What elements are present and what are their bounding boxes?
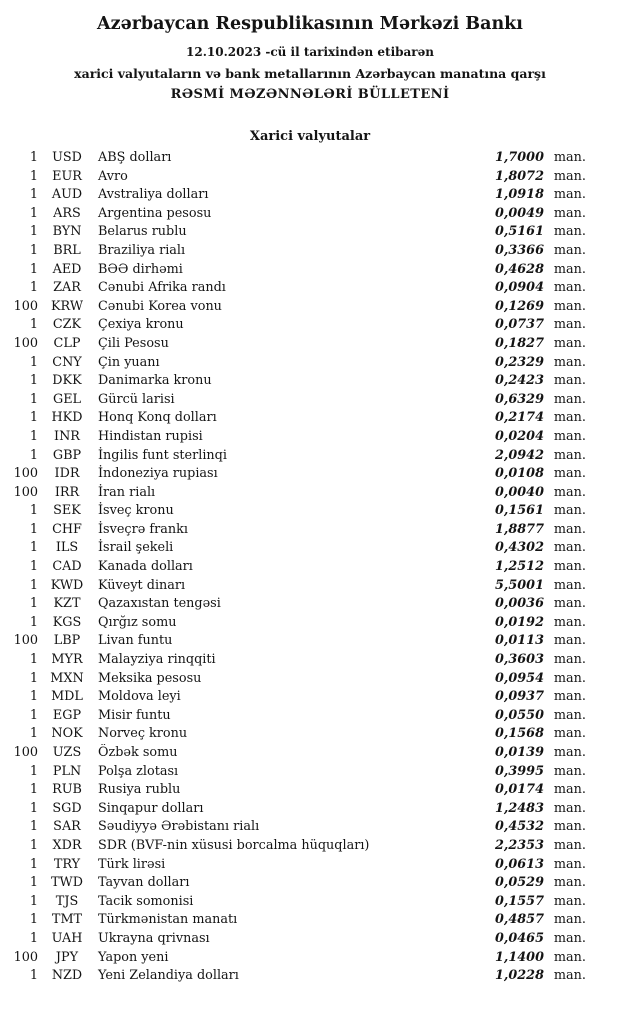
rate-row [0,949,620,968]
unit-label: man. [553,633,586,649]
currency-code: GEL [52,391,82,407]
currency-name: Moldova leyi [98,689,181,705]
unit-label: man. [553,652,586,668]
bulletin-header [0,14,620,102]
currency-name: Kanada dolları [98,559,193,575]
currency-quantity: 1 [29,670,38,686]
currency-name: Norveç kronu [98,726,188,742]
currency-quantity: 1 [29,280,38,296]
rate-value: 0,1827 [495,335,544,351]
currency-quantity: 100 [13,298,38,314]
currency-code: USD [52,150,82,165]
currency-name: Gürcü larisi [98,391,175,407]
rate-value: 0,1568 [495,726,544,742]
rate-row [0,595,620,614]
rate-value: 0,6329 [495,391,544,407]
unit-label: man. [553,168,586,184]
rate-row [0,465,620,484]
rate-row [0,428,620,447]
rate-row [0,893,620,912]
unit-label: man. [553,745,586,760]
rates-table [0,149,620,986]
currency-code: UZS [52,745,82,760]
rate-row [0,763,620,782]
unit-label: man. [553,893,586,909]
currency-code: EGP [52,707,82,723]
currency-code: NZD [51,968,83,984]
unit-label: man. [553,856,586,872]
unit-label: man. [553,187,586,203]
unit-label: man. [553,670,586,686]
currency-quantity: 1 [29,707,38,723]
currency-name: Hindistan rupisi [98,428,203,444]
rate-value: 0,0108 [495,466,544,482]
rate-row [0,279,620,298]
currency-code: TWD [51,875,83,891]
currency-code: GBP [52,447,82,463]
rate-value: 0,4532 [495,819,544,835]
rate-value: 0,0139 [495,745,544,760]
currency-code: JPY [55,949,79,965]
currency-name: Çexiya kronu [98,317,184,333]
currency-quantity: 100 [13,335,38,351]
currency-code: RUB [52,782,82,798]
currency-quantity: 1 [29,447,38,463]
currency-quantity: 1 [29,782,38,798]
rate-row [0,168,620,187]
section-title-foreign-currencies: Xarici valyutalar [249,129,371,144]
currency-code: SGD [52,800,82,816]
unit-label: man. [553,410,586,426]
rate-row [0,818,620,837]
currency-quantity: 1 [29,373,38,389]
rate-row [0,539,620,558]
currency-code: CZK [52,317,82,333]
currency-name: Braziliya rialı [98,242,186,258]
currency-quantity: 1 [29,168,38,184]
currency-quantity: 1 [29,354,38,370]
unit-label: man. [553,521,586,537]
currency-code: BRL [53,242,81,258]
currency-name: Malayziya rinqqiti [98,652,216,668]
currency-code: LBP [53,633,81,649]
unit-label: man. [553,261,586,277]
currency-quantity: 1 [29,242,38,258]
currency-code: KWD [50,577,84,593]
currency-name: Meksika pesosu [98,670,202,686]
currency-name: İran rialı [98,484,156,500]
currency-code: EUR [52,168,82,184]
subject-line: xarici valyutaların və bank metallarının Azərbaycan manatına qarşı [74,66,546,81]
currency-code: CAD [52,559,82,575]
unit-label: man. [553,373,586,389]
currency-code: KZT [53,596,81,612]
unit-label: man. [553,689,586,705]
rate-row [0,186,620,205]
currency-name: İngilis funt sterlinqi [98,447,227,463]
rate-value: 0,0550 [495,707,544,723]
currency-quantity: 1 [29,726,38,742]
rate-row [0,261,620,280]
unit-label: man. [553,559,586,575]
currency-name: Honq Konq dolları [98,410,217,426]
currency-quantity: 1 [29,150,38,165]
unit-label: man. [553,577,586,593]
currency-code: SEK [53,503,81,519]
rate-value: 2,0942 [495,447,544,463]
rate-value: 1,8877 [495,521,544,537]
currency-code: AED [52,261,82,277]
currency-code: CHF [52,521,82,537]
rate-row [0,558,620,577]
currency-quantity: 1 [29,968,38,984]
unit-label: man. [553,391,586,407]
rate-row [0,335,620,354]
currency-quantity: 1 [29,893,38,909]
currency-name: Türk lirəsi [98,856,166,872]
currency-quantity: 1 [29,410,38,426]
rate-value: 0,2329 [495,354,544,370]
rate-row [0,930,620,949]
currency-name: BƏƏ dirhəmi [98,261,183,277]
rate-value: 0,1561 [495,503,544,519]
unit-label: man. [553,949,586,965]
currency-quantity: 1 [29,763,38,779]
effective-date-line: 12.10.2023 -cü il tarixindən etibarən [186,45,434,59]
rate-row [0,298,620,317]
currency-code: ZAR [53,280,81,296]
currency-quantity: 100 [13,484,38,500]
currency-code: CLP [53,335,81,351]
rate-value: 0,0192 [495,614,544,630]
rate-row [0,242,620,261]
rate-row [0,391,620,410]
rate-row [0,688,620,707]
rate-value: 0,0113 [495,633,544,649]
currency-quantity: 1 [29,317,38,333]
currency-quantity: 1 [29,652,38,668]
unit-label: man. [553,782,586,798]
currency-quantity: 1 [29,912,38,928]
currency-quantity: 1 [29,261,38,277]
currency-quantity: 1 [29,819,38,835]
rate-value: 0,0737 [495,317,544,333]
currency-name: Livan funtu [98,633,173,649]
unit-label: man. [553,335,586,351]
rate-row [0,800,620,819]
unit-label: man. [553,242,586,258]
currency-quantity: 1 [29,856,38,872]
currency-code: BYN [52,224,82,240]
rate-row [0,967,620,986]
unit-label: man. [553,428,586,444]
rate-value: 1,2512 [495,559,544,575]
unit-label: man. [553,280,586,296]
currency-code: HKD [51,410,83,426]
rate-row [0,502,620,521]
rate-row [0,632,620,651]
currency-quantity: 1 [29,521,38,537]
currency-quantity: 1 [29,875,38,891]
currency-quantity: 100 [13,745,38,760]
rate-row [0,409,620,428]
currency-quantity: 1 [29,559,38,575]
rate-value: 0,5161 [495,224,544,240]
currency-code: AUD [51,187,83,203]
currency-quantity: 1 [29,577,38,593]
currency-code: IRR [54,484,80,500]
currency-code: PLN [52,763,82,779]
currency-name: Cənubi Korea vonu [98,298,222,314]
currency-code: SAR [53,819,81,835]
rate-value: 0,0937 [495,689,544,705]
currency-name: Yeni Zelandiya dolları [98,968,239,984]
rate-value: 0,0174 [495,782,544,798]
currency-quantity: 1 [29,540,38,556]
currency-name: İndoneziya rupiası [98,466,218,482]
unit-label: man. [553,466,586,482]
currency-code: CNY [52,354,82,370]
unit-label: man. [553,596,586,612]
currency-code: KGS [52,614,82,630]
rate-row [0,874,620,893]
rate-value: 0,3995 [495,763,544,779]
unit-label: man. [553,205,586,221]
rate-row [0,205,620,224]
currency-quantity: 1 [29,930,38,946]
bulletin-title: RƏSMİ MƏZƏNNƏLƏRİ BÜLLETENİ [170,87,450,102]
currency-name: Türkmənistan manatı [98,912,238,928]
unit-label: man. [553,912,586,928]
currency-name: Rusiya rublu [98,782,181,798]
rate-value: 0,4857 [495,912,544,928]
rate-value: 0,0529 [495,875,544,891]
rate-value: 0,0040 [495,484,544,500]
currency-name: Tayvan dolları [98,875,190,891]
rate-row [0,837,620,856]
currency-quantity: 1 [29,596,38,612]
currency-code: TJS [55,893,79,909]
unit-label: man. [553,837,586,853]
rate-row [0,707,620,726]
currency-quantity: 1 [29,205,38,221]
unit-label: man. [553,224,586,240]
currency-quantity: 1 [29,800,38,816]
rate-value: 0,3366 [495,242,544,258]
rate-value: 0,2174 [495,410,544,426]
unit-label: man. [553,968,586,984]
rate-row [0,223,620,242]
currency-name: Ukrayna qrivnası [98,930,210,946]
currency-name: Çili Pesosu [98,335,169,351]
rate-value: 0,4628 [495,261,544,277]
currency-name: İsveç kronu [98,503,174,519]
rate-row [0,614,620,633]
unit-label: man. [553,484,586,500]
currency-name: Sinqapur dolları [98,800,204,816]
rate-value: 5,5001 [495,577,544,593]
currency-code: KRW [50,298,84,314]
currency-code: UAH [51,930,83,946]
currency-name: Çin yuanı [98,354,160,370]
currency-quantity: 1 [29,503,38,519]
rate-value: 1,8072 [495,168,544,184]
currency-quantity: 100 [13,949,38,965]
unit-label: man. [553,540,586,556]
unit-label: man. [553,875,586,891]
rate-row [0,447,620,466]
currency-code: TRY [53,856,81,872]
rate-value: 0,0904 [495,280,544,296]
rate-row [0,354,620,373]
unit-label: man. [553,503,586,519]
currency-quantity: 1 [29,428,38,444]
rate-value: 1,7000 [495,150,544,165]
rate-value: 0,1269 [495,298,544,314]
rate-row [0,651,620,670]
unit-label: man. [553,800,586,816]
unit-label: man. [553,447,586,463]
unit-label: man. [553,726,586,742]
currency-name: Yapon yeni [98,949,169,965]
currency-name: İsveçrə frankı [98,521,188,537]
unit-label: man. [553,150,586,165]
currency-code: INR [54,428,80,444]
rate-row [0,521,620,540]
currency-name: Küveyt dinarı [98,577,186,593]
currency-code: XDR [52,837,82,853]
rate-value: 0,0049 [495,205,544,221]
rate-row [0,670,620,689]
rate-value: 0,1557 [495,893,544,909]
currency-name: Səudiyyə Ərəbistanı rialı [98,819,260,835]
currency-code: MDL [51,689,83,705]
currency-quantity: 1 [29,837,38,853]
bank-title: Azərbaycan Respublikasının Mərkəzi Bankı [97,14,523,34]
unit-label: man. [553,354,586,370]
rate-value: 0,0036 [495,596,544,612]
rate-value: 0,4302 [495,540,544,556]
currency-quantity: 1 [29,187,38,203]
currency-code: DKK [52,373,82,389]
rate-value: 0,0613 [495,856,544,872]
unit-label: man. [553,614,586,630]
rate-value: 0,2423 [495,373,544,389]
currency-name: Qırğız somu [98,614,177,630]
currency-quantity: 100 [13,466,38,482]
currency-code: NOK [51,726,83,742]
rate-row [0,316,620,335]
currency-quantity: 1 [29,689,38,705]
unit-label: man. [553,298,586,314]
currency-code: TMT [51,912,83,928]
currency-name: Argentina pesosu [98,205,212,221]
rate-value: 1,2483 [495,800,544,816]
rate-value: 0,3603 [495,652,544,668]
rate-row [0,577,620,596]
rate-row [0,372,620,391]
currency-name: Misir funtu [98,707,171,723]
rate-value: 1,0228 [495,968,544,984]
rate-row [0,856,620,875]
rate-row [0,911,620,930]
currency-name: ABŞ dolları [98,150,172,165]
unit-label: man. [553,707,586,723]
currency-name: Qazaxıstan tengəsi [98,596,221,612]
currency-quantity: 1 [29,391,38,407]
currency-name: Özbək somu [98,745,178,760]
unit-label: man. [553,763,586,779]
currency-name: Avro [98,168,128,184]
rate-row [0,744,620,763]
currency-name: İsrail şekeli [98,540,174,556]
currency-name: Polşa zlotası [98,763,179,779]
rate-value: 0,0465 [495,930,544,946]
currency-name: Cənubi Afrika randı [98,280,226,296]
currency-code: ARS [53,205,81,221]
currency-code: ILS [55,540,79,556]
currency-name: SDR (BVF-nin xüsusi borcalma hüquqları) [98,837,370,853]
currency-name: Danimarka kronu [98,373,212,389]
currency-name: Tacik somonisi [98,893,194,909]
currency-code: IDR [54,466,80,482]
unit-label: man. [553,930,586,946]
unit-label: man. [553,819,586,835]
currency-quantity: 1 [29,224,38,240]
rate-value: 2,2353 [495,837,544,853]
currency-code: MXN [50,670,84,686]
currency-quantity: 1 [29,614,38,630]
rate-row [0,149,620,168]
rate-value: 0,0204 [495,428,544,444]
rate-row [0,725,620,744]
rate-value: 1,1400 [495,949,544,965]
currency-quantity: 100 [13,633,38,649]
unit-label: man. [553,317,586,333]
rate-value: 0,0954 [495,670,544,686]
currency-name: Belarus rublu [98,224,187,240]
rate-value: 1,0918 [495,187,544,203]
rate-row [0,781,620,800]
currency-code: MYR [51,652,83,668]
currency-name: Avstraliya dolları [98,187,209,203]
rate-row [0,484,620,503]
